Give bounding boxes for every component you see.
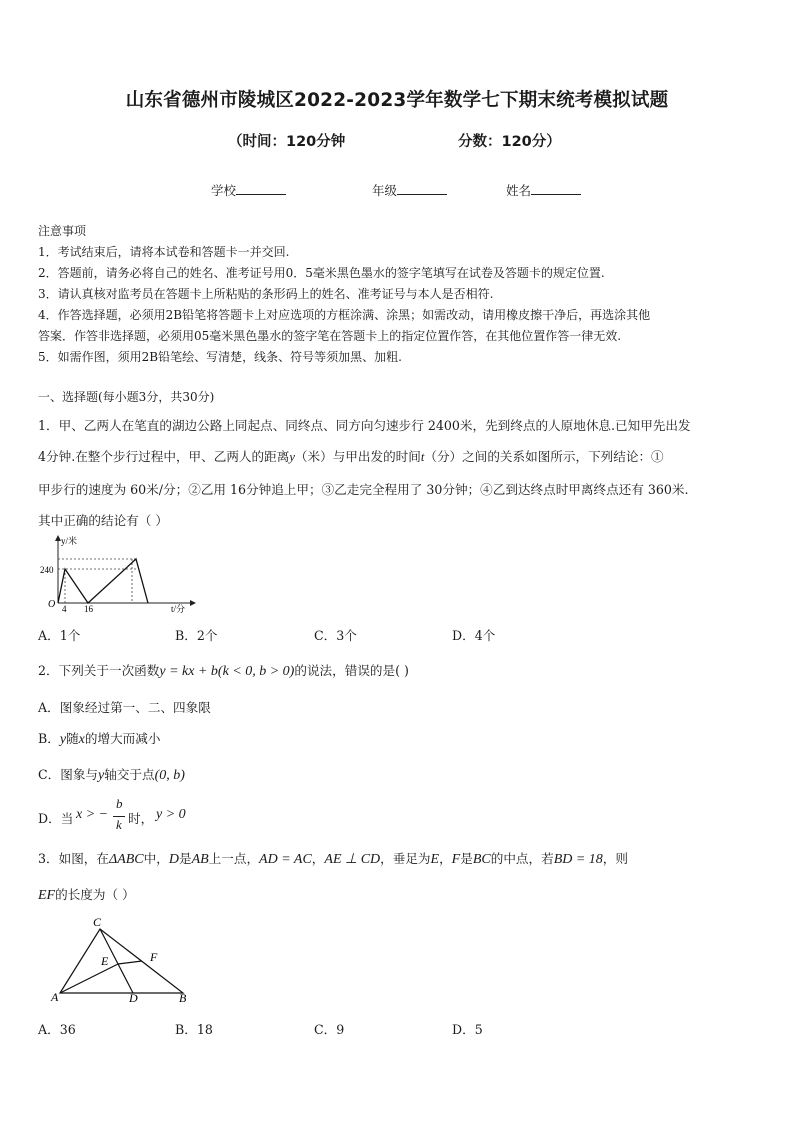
q3-option-d[interactable]: D．5 <box>452 1022 483 1037</box>
label-c: C <box>93 915 102 929</box>
q2-condition: (k < 0, b > 0) <box>217 664 295 679</box>
fraction-numerator: b <box>116 796 123 811</box>
note-item: 1．考试结束后，请将本试卷和答题卡一并交回. <box>38 245 290 259</box>
name-label: 姓名 <box>506 183 532 198</box>
note-item: 2．答题前，请务必将自己的姓名、准考证号用0．5毫米黑色墨水的签字笔填写在试卷及答题卡的规定位置. <box>38 266 605 280</box>
grade-field <box>372 181 447 199</box>
y-tick-240: 240 <box>40 565 54 575</box>
x-tick-16: 16 <box>84 604 93 614</box>
grade-label: 年级 <box>372 183 398 198</box>
fraction-denominator: k <box>116 817 122 832</box>
q3-option-a[interactable]: A．36 <box>38 1022 76 1037</box>
q2-formula: y = kx + b <box>159 664 218 679</box>
q2-option-b[interactable]: B．y随x的增大而减小 <box>38 731 161 747</box>
segment-ef <box>118 961 142 964</box>
label-b: B <box>179 991 187 1005</box>
note-item: 5．如需作图，须用2B铅笔绘、写清楚，线条、符号等须加黑、加粗. <box>38 350 402 364</box>
label-f: F <box>150 950 158 964</box>
x-tick-4: 4 <box>62 604 67 614</box>
page-title: 山东省德州市陵城区2022-2023学年数学七下期末统考模拟试题 <box>125 90 669 111</box>
q1-option-c[interactable]: C．3个 <box>314 628 357 643</box>
distance-curve <box>58 559 148 603</box>
q1-line-4: 其中正确的结论有（ ） <box>38 513 168 528</box>
grade-blank[interactable] <box>397 182 447 195</box>
q1-distance-time-graph <box>40 533 200 615</box>
q1-line-1: 1．甲、乙两人在笔直的湖边公路上同起点、同终点、同方向匀速步行 2400米，先到终点的人原地休息.已知甲先出发 <box>38 418 691 433</box>
note-item: 3．请认真核对监考员在答题卡上所粘贴的条形码上的姓名、准考证号与本人是否相符. <box>38 287 494 301</box>
exam-score: 分数：120分） <box>458 134 561 150</box>
label-a: A <box>51 990 59 1004</box>
q1-line-3: 甲步行的速度为 60米/分；②乙用 16分钟追上甲；③乙走完全程用了 30分钟；④乙到达终点时甲离终点还有 360米. <box>38 482 689 497</box>
label-d: D <box>129 991 138 1005</box>
q3-triangle-figure <box>45 913 195 1005</box>
name-blank[interactable] <box>531 182 581 195</box>
note-item: 答案．作答非选择题，必须用05毫米黑色墨水的签字笔在答题卡上的指定位置作答，在其他位置作答一律无效. <box>38 329 622 343</box>
school-label: 学校 <box>211 183 237 198</box>
origin-label: O <box>48 599 56 610</box>
q3-option-b[interactable]: B．18 <box>175 1022 213 1037</box>
y-axis-label: y/米 <box>61 536 78 546</box>
label-e: E <box>101 954 109 968</box>
q2-option-c[interactable]: C．图象与y轴交于点(0, b) <box>38 767 185 783</box>
q3-line-1: 3．如图，在ΔABC中，D是AB上一点，AD = AC，AE ⊥ CD，垂足为E，F是BC的中点，若BD = 18，则 <box>38 851 628 867</box>
school-blank[interactable] <box>236 182 286 195</box>
q3-option-c[interactable]: C．9 <box>314 1022 345 1037</box>
q1-option-b[interactable]: B．2个 <box>175 628 218 643</box>
x-axis-label: t/分 <box>171 604 186 614</box>
name-field <box>506 181 581 199</box>
note-item: 4．作答选择题，必须用2B铅笔将答题卡上对应选项的方框涂满、涂黑；如需改动，请用橡皮擦干净后，再选涂其他 <box>38 308 651 322</box>
q1-line-2: 4分钟.在整个步行过程中，甲、乙两人的距离y（米）与甲出发的时间t（分）之间的关系如图所示，下列结论：① <box>38 449 664 464</box>
q1-option-a[interactable]: A．1个 <box>38 628 81 643</box>
school-field <box>211 181 286 199</box>
q3-line-2: EF的长度为（ ） <box>38 887 135 903</box>
notes-heading: 注意事项 <box>38 224 87 238</box>
q2-option-a[interactable]: A．图象经过第一、二、四象限 <box>38 700 211 715</box>
q2-stem: 2．下列关于一次函数y = kx + b(k < 0, b > 0)的说法，错误的是( ) <box>38 663 409 679</box>
exam-time: （时间：120分钟 <box>228 134 346 150</box>
q1-option-d[interactable]: D．4个 <box>452 628 496 643</box>
section-title: 一、选择题(每小题3分，共30分) <box>38 390 215 404</box>
